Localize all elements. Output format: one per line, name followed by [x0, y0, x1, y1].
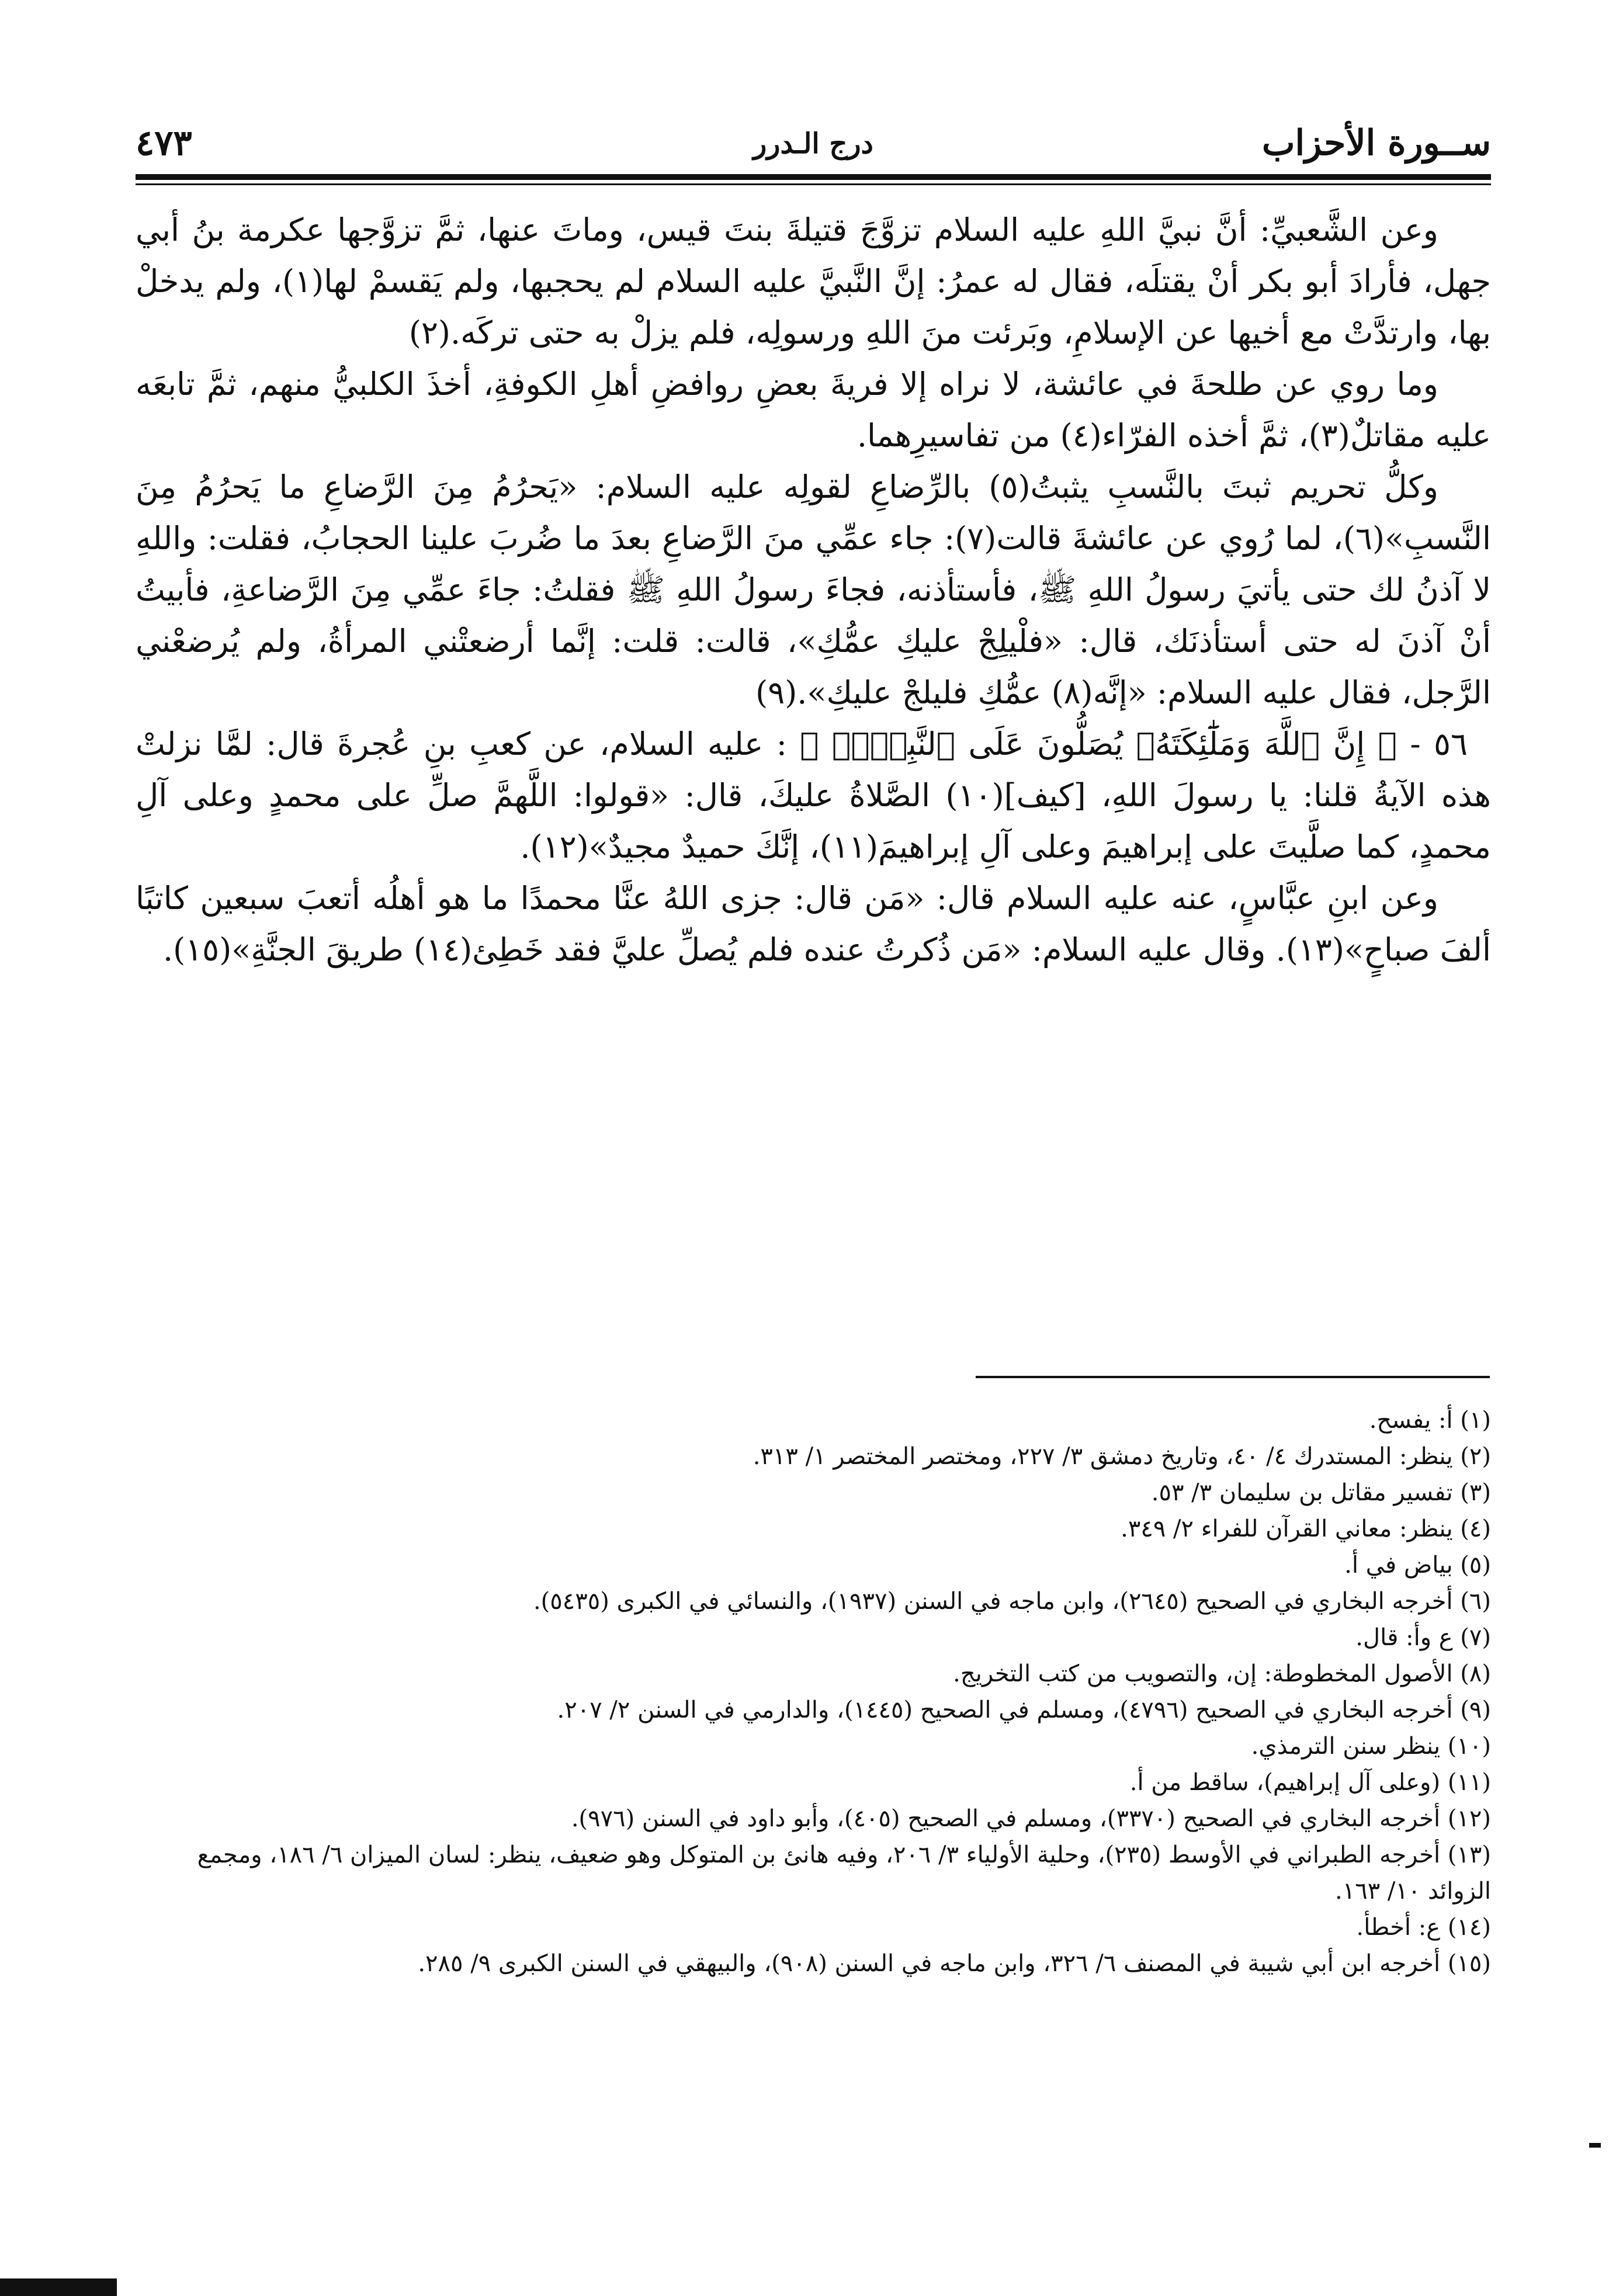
paragraph: وعن ابنِ عبَّاسٍ، عنه عليه السلام قال: «مَن قال: جزى اللهُ عنَّا محمدًا ما هو أهلُه أتعبَ سبعين كاتبًا ألفَ صباحٍ»(١٣). وقال عليه السلام: «مَن ذُكرتُ عنده فلم يُصلِّ عليَّ فقد خَطِئ(١٤) طريقَ الجنَّةِ»(١٥).: [136, 880, 1491, 968]
footnote: (١) أ: يفسح.: [1369, 1407, 1491, 1434]
verse-paragraph: ٥٦ - ﴿ إِنَّ ٱللَّهَ وَمَلَٰٓئِكَتَهُۥ يُصَلُّونَ عَلَى ٱلنَّبِيِّۚ ﴾ : عليه السلام، عن كعبِ بنِ عُجرةَ قال: لمَّا نزلتْ هذه الآيةُ قلنا: يا رسولَ اللهِ، [كيف](١٠) الصَّلاةُ عليكَ، قال: «قولوا: اللَّهمَّ صلِّ على محمدٍ وعلى آلِ محمدٍ، كما صلَّيتَ على إبراهيمَ وعلى آلِ إبراهيمَ(١١)، إنَّكَ حميدٌ مجيدٌ»(١٢).: [136, 726, 1491, 865]
scan-margin-mark: [1589, 2143, 1601, 2148]
scan-edge-mark: [0, 2278, 117, 2296]
book-title: درج الـدرر: [753, 127, 873, 160]
footnote-separator: [976, 1376, 1490, 1378]
footnote: (٥) بياض في أ.: [1344, 1552, 1491, 1579]
footnote: (٩) أخرجه البخاري في الصحيح (٤٧٩٦)، ومسلم في الصحيح (١٤٤٥)، والدارمي في السنن ٢/ ٢٠٧.: [557, 1697, 1491, 1723]
footnote: (٧) ع وأ: قال.: [1355, 1624, 1491, 1651]
footnote: (٤) ينظر: معاني القرآن للفراء ٢/ ٣٤٩.: [1121, 1515, 1491, 1542]
running-header: [136, 111, 1491, 175]
page-number: ٤٧٣: [136, 123, 192, 164]
footnote: (١٢) أخرجه البخاري في الصحيح (٣٣٧٠)، ومسلم في الصحيح (٤٠٥)، وأبو داود في السنن (٩٧٦).: [571, 1805, 1491, 1832]
header-rule-thick: [136, 174, 1491, 180]
footnote: (٢) ينظر: المستدرك ٤/ ٤٠، وتاريخ دمشق ٣/ ٢٢٧، ومختصر المختصر ١/ ٣١٣.: [753, 1443, 1491, 1470]
footnote: (٨) الأصول المخطوطة: إن، والتصويب من كتب التخريج.: [953, 1660, 1491, 1687]
header-rule-thin: [136, 183, 1491, 185]
footnote: (١١) (وعلى آل إبراهيم)، ساقط من أ.: [1129, 1769, 1491, 1796]
paragraph: وعن الشَّعبيِّ: أنَّ نبيَّ اللهِ عليه السلام تزوَّجَ قتيلةَ بنتَ قيس، وماتَ عنها، ثمَّ تزوَّجها عكرمة بنُ أبي جهل، فأرادَ أبو بكر أنْ يقتلَه، فقال له عمرُ: إنَّ النَّبيَّ عليه السلام لم يحجبها، ولم يَقسمْ لها(١)، ولم يدخلْ بها، وارتدَّتْ مع أخيها عن الإسلامِ، وبَرئت منَ اللهِ ورسولِه، فلم يزلْ به حتى تركَه.(٢): [136, 211, 1491, 351]
footnote: (٦) أخرجه البخاري في الصحيح (٢٦٤٥)، وابن ماجه في السنن (١٩٣٧)، والنسائي في الكبرى (٥٤٣٥).: [533, 1588, 1491, 1615]
footnote: (٣) تفسير مقاتل بن سليمان ٣/ ٥٣.: [1151, 1479, 1491, 1506]
footnote: (١٥) أخرجه ابن أبي شيبة في المصنف ٦/ ٣٢٦، وابن ماجه في السنن (٩٠٨)، والبيهقي في السنن الكبرى ٩/ ٢٨٥.: [418, 1950, 1491, 1977]
paragraph: وكلُّ تحريم ثبتَ بالنَّسبِ يثبتُ(٥) بالرِّضاعِ لقولِه عليه السلام: «يَحرُمُ مِنَ الرَّضاعِ ما يَحرُمُ مِنَ النَّسبِ»(٦)، لما رُوي عن عائشةَ قالت(٧): جاء عمِّي منَ الرَّضاعِ بعدَ ما ضُربَ علينا الحجابُ، فقلت: واللهِ لا آذنُ لك حتى يأتيَ رسولُ اللهِ ﷺ، فأستأذنه، فجاءَ رسولُ اللهِ ﷺ فقلتُ: جاءَ عمِّي مِنَ الرَّضاعةِ، فأبيتُ أنْ آذنَ له حتى أستأذنَك، قال: «فلْيلِجْ عليكِ عمُّكِ»، قالت: قلت: إنَّما أرضعتْني المرأةُ، ولم يُرضعْني الرَّجل، فقال عليه السلام: «إنَّه(٨) عمُّكِ فليلجْ عليكِ».(٩): [136, 469, 1491, 711]
footnote: (١٠) ينظر سنن الترمذي.: [1251, 1733, 1491, 1760]
footnote: (١٣) أخرجه الطبراني في الأوسط (٢٣٥)، وحلية الأولياء ٣/ ٢٠٦، وفيه هانئ بن المتوكل وهو ضعيف، ينظر: لسان الميزان ٦/ ١٨٦، ومجمع الزوائد ١٠/ ١٦٣.: [197, 1841, 1491, 1905]
footnote: (١٤) ع: أخطأ.: [1356, 1914, 1491, 1941]
main-text: [136, 204, 1491, 976]
footnotes: [136, 1402, 1491, 1982]
surah-title: ســورة الأحزاب: [1262, 123, 1491, 164]
paragraph: وما روي عن طلحةَ في عائشة، لا نراه إلا فريةَ بعضِ روافضِ أهلِ الكوفةِ، أخذَ الكلبيُّ منهم، ثمَّ تابعَه عليه مقاتلٌ(٣)، ثمَّ أخذه الفرّاء(٤) من تفاسيرِهما.: [136, 366, 1491, 454]
